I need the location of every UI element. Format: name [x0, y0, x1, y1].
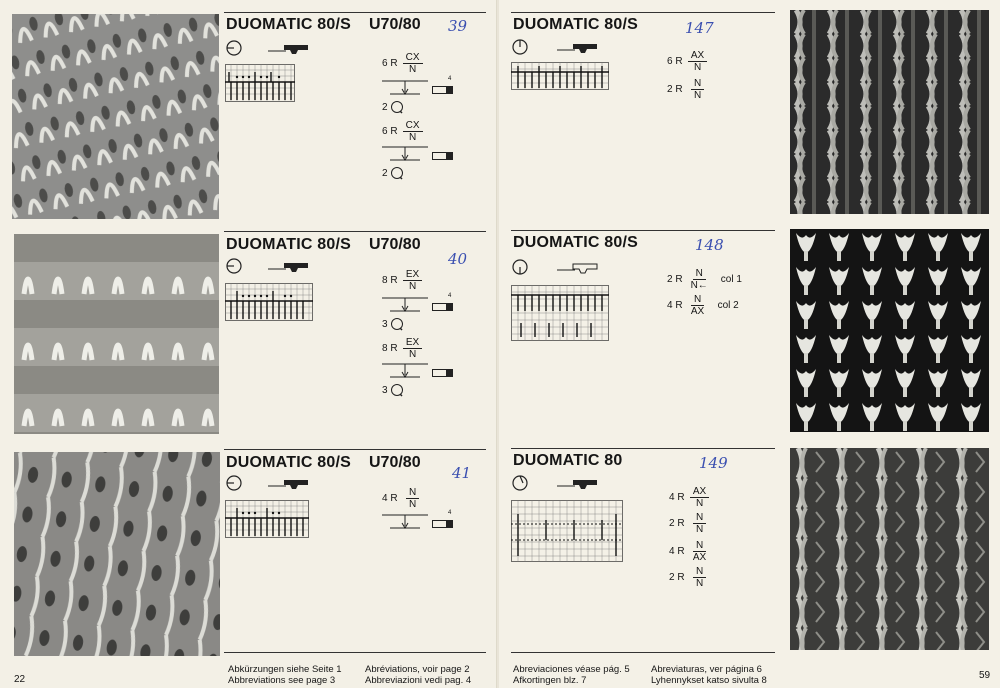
- pattern-number: 149: [699, 454, 728, 472]
- row-count: 8 R: [382, 343, 398, 354]
- lever-label: 4: [448, 293, 452, 299]
- section-rule: [511, 230, 775, 231]
- carriage-lever-icon: [557, 476, 599, 490]
- instructions-148: [667, 266, 797, 322]
- abbrev-line: Abreviaciones véase pág. 5: [513, 664, 630, 675]
- transfer-arrow-icon: [382, 361, 428, 379]
- lever-label: 4: [448, 510, 452, 516]
- pattern-number: 40: [448, 250, 468, 268]
- knit-swatch-photo-149: [790, 448, 989, 650]
- frac-top: N: [693, 268, 706, 280]
- frac-bottom: N: [693, 90, 702, 101]
- turn-count: 2: [382, 101, 388, 113]
- cam-dial-icon: [225, 257, 243, 275]
- row-count: 4 R: [667, 300, 683, 311]
- cam-dial-icon: [511, 474, 529, 492]
- row-count: 4 R: [669, 546, 685, 557]
- lever-label: 4: [448, 76, 452, 82]
- needle-diagram: [225, 283, 313, 321]
- page-number: 22: [14, 674, 26, 685]
- instructions-40: [382, 267, 482, 402]
- section-rule: [511, 12, 775, 13]
- footer-rule: [511, 652, 775, 653]
- row-count: 2 R: [667, 84, 683, 95]
- instructions-39: [382, 50, 482, 180]
- frac-top: CX: [403, 52, 423, 64]
- right-page: [499, 0, 1000, 688]
- frac-bottom: AX: [690, 306, 705, 317]
- row-count: 6 R: [667, 56, 683, 67]
- abbrev-line: Abbreviazioni vedi pag. 4: [365, 675, 472, 686]
- frac-top: AX: [688, 50, 707, 62]
- frac-top: EX: [403, 269, 422, 281]
- lever-box-icon: [432, 150, 456, 160]
- rotate-icon: [390, 317, 404, 331]
- carriage-lever-outline-icon: [557, 260, 599, 274]
- frac-top: N: [406, 487, 419, 499]
- frac-top: N: [693, 566, 706, 578]
- machine-title: DUOMATIC 80/S: [226, 236, 351, 253]
- abbrev-line: Afkortingen blz. 7: [513, 675, 587, 686]
- abbrev-line: Abkürzungen siehe Seite 1: [228, 664, 342, 675]
- pattern-number: 148: [695, 236, 724, 254]
- frac-bottom: N: [408, 132, 417, 143]
- rotate-icon: [390, 383, 404, 397]
- turn-count: 3: [382, 384, 388, 396]
- needle-diagram: [511, 285, 609, 341]
- abbrev-line: Abréviations, voir page 2: [365, 664, 470, 675]
- row-count: 8 R: [382, 275, 398, 286]
- instructions-147: [667, 48, 767, 104]
- knit-swatch-photo-40: [14, 234, 219, 434]
- abbreviations-note: [651, 664, 767, 686]
- frac-bottom: N←: [690, 280, 708, 291]
- cam-dial-icon: [225, 474, 243, 492]
- needle-diagram: [225, 500, 309, 538]
- lever-box-icon: [432, 301, 456, 311]
- transfer-arrow-icon: [382, 295, 428, 313]
- rotate-icon: [390, 100, 404, 114]
- frac-top: CX: [403, 120, 423, 132]
- cam-dial-icon: [511, 38, 529, 56]
- machine-title: DUOMATIC 80/S: [226, 16, 351, 33]
- row-count: 2 R: [669, 518, 685, 529]
- abbrev-line: Abbreviations see page 3: [228, 675, 336, 686]
- carriage-lever-icon: [268, 259, 310, 273]
- color-label: col 2: [717, 300, 739, 311]
- machine-title: DUOMATIC 80/S: [513, 16, 638, 33]
- knit-swatch-photo-147: [790, 10, 989, 214]
- needle-diagram: [511, 500, 623, 562]
- section-rule: [511, 448, 775, 449]
- abbrev-line: Lyhennykset katso sivulta 8: [651, 675, 767, 686]
- pattern-number: 147: [685, 19, 714, 37]
- rotate-icon: [390, 166, 404, 180]
- frac-bottom: N: [695, 498, 704, 509]
- abbreviations-note: [228, 664, 342, 686]
- frac-bottom: N: [695, 578, 704, 589]
- row-count: 4 R: [382, 493, 398, 504]
- machine-title: DUOMATIC 80/S: [226, 454, 351, 471]
- pattern-code: U70/80: [369, 236, 421, 253]
- row-count: 6 R: [382, 126, 398, 137]
- frac-top: EX: [403, 337, 422, 349]
- frac-top: N: [691, 294, 704, 306]
- pattern-code: U70/80: [369, 454, 421, 471]
- row-count: 6 R: [382, 58, 398, 69]
- frac-bottom: N: [408, 64, 417, 75]
- transfer-arrow-icon: [382, 512, 428, 530]
- carriage-lever-icon: [268, 476, 310, 490]
- cam-dial-icon: [511, 258, 529, 276]
- frac-bottom: N: [408, 349, 417, 360]
- needle-diagram: [511, 62, 609, 90]
- turn-count: 3: [382, 318, 388, 330]
- lever-box-icon: [432, 367, 456, 377]
- abbreviations-note: [513, 664, 630, 686]
- frac-top: AX: [690, 486, 709, 498]
- knit-swatch-photo-41: [14, 452, 220, 656]
- frac-bottom: N: [408, 499, 417, 510]
- frac-top: N: [693, 540, 706, 552]
- cam-dial-icon: [225, 39, 243, 57]
- section-rule: [224, 231, 486, 232]
- section-rule: [224, 12, 486, 13]
- footer-rule: [224, 652, 486, 653]
- row-count: 2 R: [669, 572, 685, 583]
- row-count: 4 R: [669, 492, 685, 503]
- frac-bottom: N: [408, 281, 417, 292]
- abbreviations-note: [365, 664, 471, 686]
- frac-bottom: AX: [692, 552, 707, 563]
- section-rule: [224, 449, 486, 450]
- pattern-number: 39: [448, 17, 468, 35]
- machine-title: DUOMATIC 80/S: [513, 234, 638, 251]
- color-label: col 1: [720, 274, 742, 285]
- frac-top: N: [691, 78, 704, 90]
- needle-diagram: [225, 64, 295, 102]
- abbrev-line: Abreviaturas, ver página 6: [651, 664, 762, 675]
- frac-bottom: N: [693, 62, 702, 73]
- knit-swatch-photo-39: [12, 14, 219, 219]
- frac-bottom: N: [695, 524, 704, 535]
- left-page: [0, 0, 497, 688]
- turn-count: 2: [382, 167, 388, 179]
- carriage-lever-icon: [557, 40, 599, 54]
- pattern-number: 41: [452, 464, 472, 482]
- frac-top: N: [693, 512, 706, 524]
- pattern-code: U70/80: [369, 16, 421, 33]
- carriage-lever-icon: [268, 41, 310, 55]
- instructions-41: [382, 485, 482, 535]
- instructions-149: [669, 484, 769, 594]
- knit-swatch-photo-148: [790, 229, 989, 432]
- machine-title: DUOMATIC 80: [513, 452, 623, 469]
- lever-box-icon: [432, 518, 456, 528]
- lever-box-icon: [432, 84, 456, 94]
- row-count: 2 R: [667, 274, 683, 285]
- page-number: 59: [979, 670, 991, 681]
- transfer-arrow-icon: [382, 78, 428, 96]
- transfer-arrow-icon: [382, 144, 428, 162]
